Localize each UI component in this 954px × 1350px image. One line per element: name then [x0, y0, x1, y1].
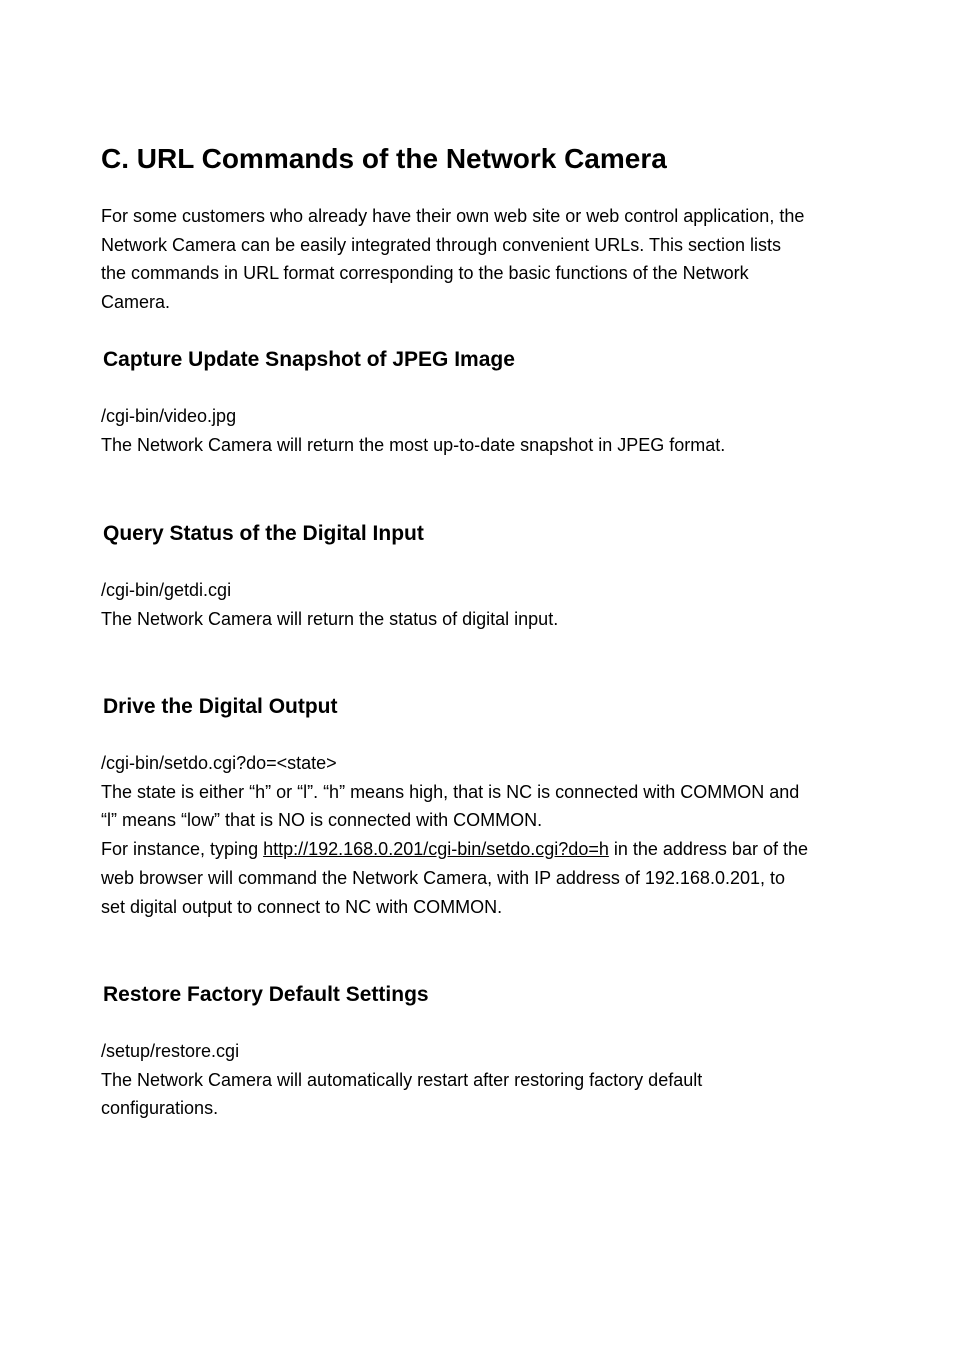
section-body [101, 576, 861, 633]
example-url-link[interactable]: http://192.168.0.201/cgi-bin/setdo.cgi?do=h [263, 839, 609, 860]
section-query-digital-input [101, 519, 861, 633]
description-line: The Network Camera will automatically restart after restoring factory default [101, 1069, 703, 1090]
command-path: /cgi-bin/getdi.cgi [101, 580, 232, 600]
page-title: C. URL Commands of the Network Camera [101, 143, 667, 174]
section-restore-defaults [101, 980, 861, 1123]
instance-prefix: For instance, typing [101, 839, 264, 860]
description-line: The Network Camera will return the most up-to-date snapshot in JPEG format. [101, 434, 726, 455]
description-line: set digital output to connect to NC with COMMON. [101, 896, 503, 917]
section-heading: Capture Update Snapshot of JPEG Image [103, 348, 515, 371]
description-line: The state is either “h” or “l”. “h” means high, that is NC is connected with COMMON and [101, 781, 800, 802]
command-path: /cgi-bin/video.jpg [101, 406, 237, 426]
description-line: web browser will command the Network Camera, with IP address of 192.168.0.201, to [101, 867, 785, 888]
section-heading: Drive the Digital Output [103, 695, 338, 718]
description-line: “l” means “low” that is NO is connected with COMMON. [101, 810, 543, 831]
description-line: configurations. [101, 1098, 219, 1119]
section-body [101, 1037, 861, 1123]
section-capture-snapshot [101, 345, 861, 459]
section-drive-digital-output [101, 692, 861, 921]
section-heading: Restore Factory Default Settings [103, 983, 429, 1006]
intro-line: the commands in URL format corresponding to the basic functions of the Network [101, 263, 749, 284]
instance-line [101, 835, 861, 864]
section-body [101, 749, 861, 921]
instance-suffix: in the address bar of the [608, 839, 808, 860]
intro-line: Camera. [101, 292, 171, 313]
intro-line: For some customers who already have their own web site or web control application, the [101, 206, 805, 226]
intro-line: Network Camera can be easily integrated through convenient URLs. This section lists [101, 234, 782, 255]
command-path: /setup/restore.cgi [101, 1041, 240, 1061]
intro-paragraph [101, 202, 861, 317]
command-path: /cgi-bin/setdo.cgi?do=<state> [101, 753, 337, 773]
section-heading: Query Status of the Digital Input [103, 522, 424, 545]
description-line: The Network Camera will return the status of digital input. [101, 608, 559, 629]
section-body [101, 402, 861, 459]
